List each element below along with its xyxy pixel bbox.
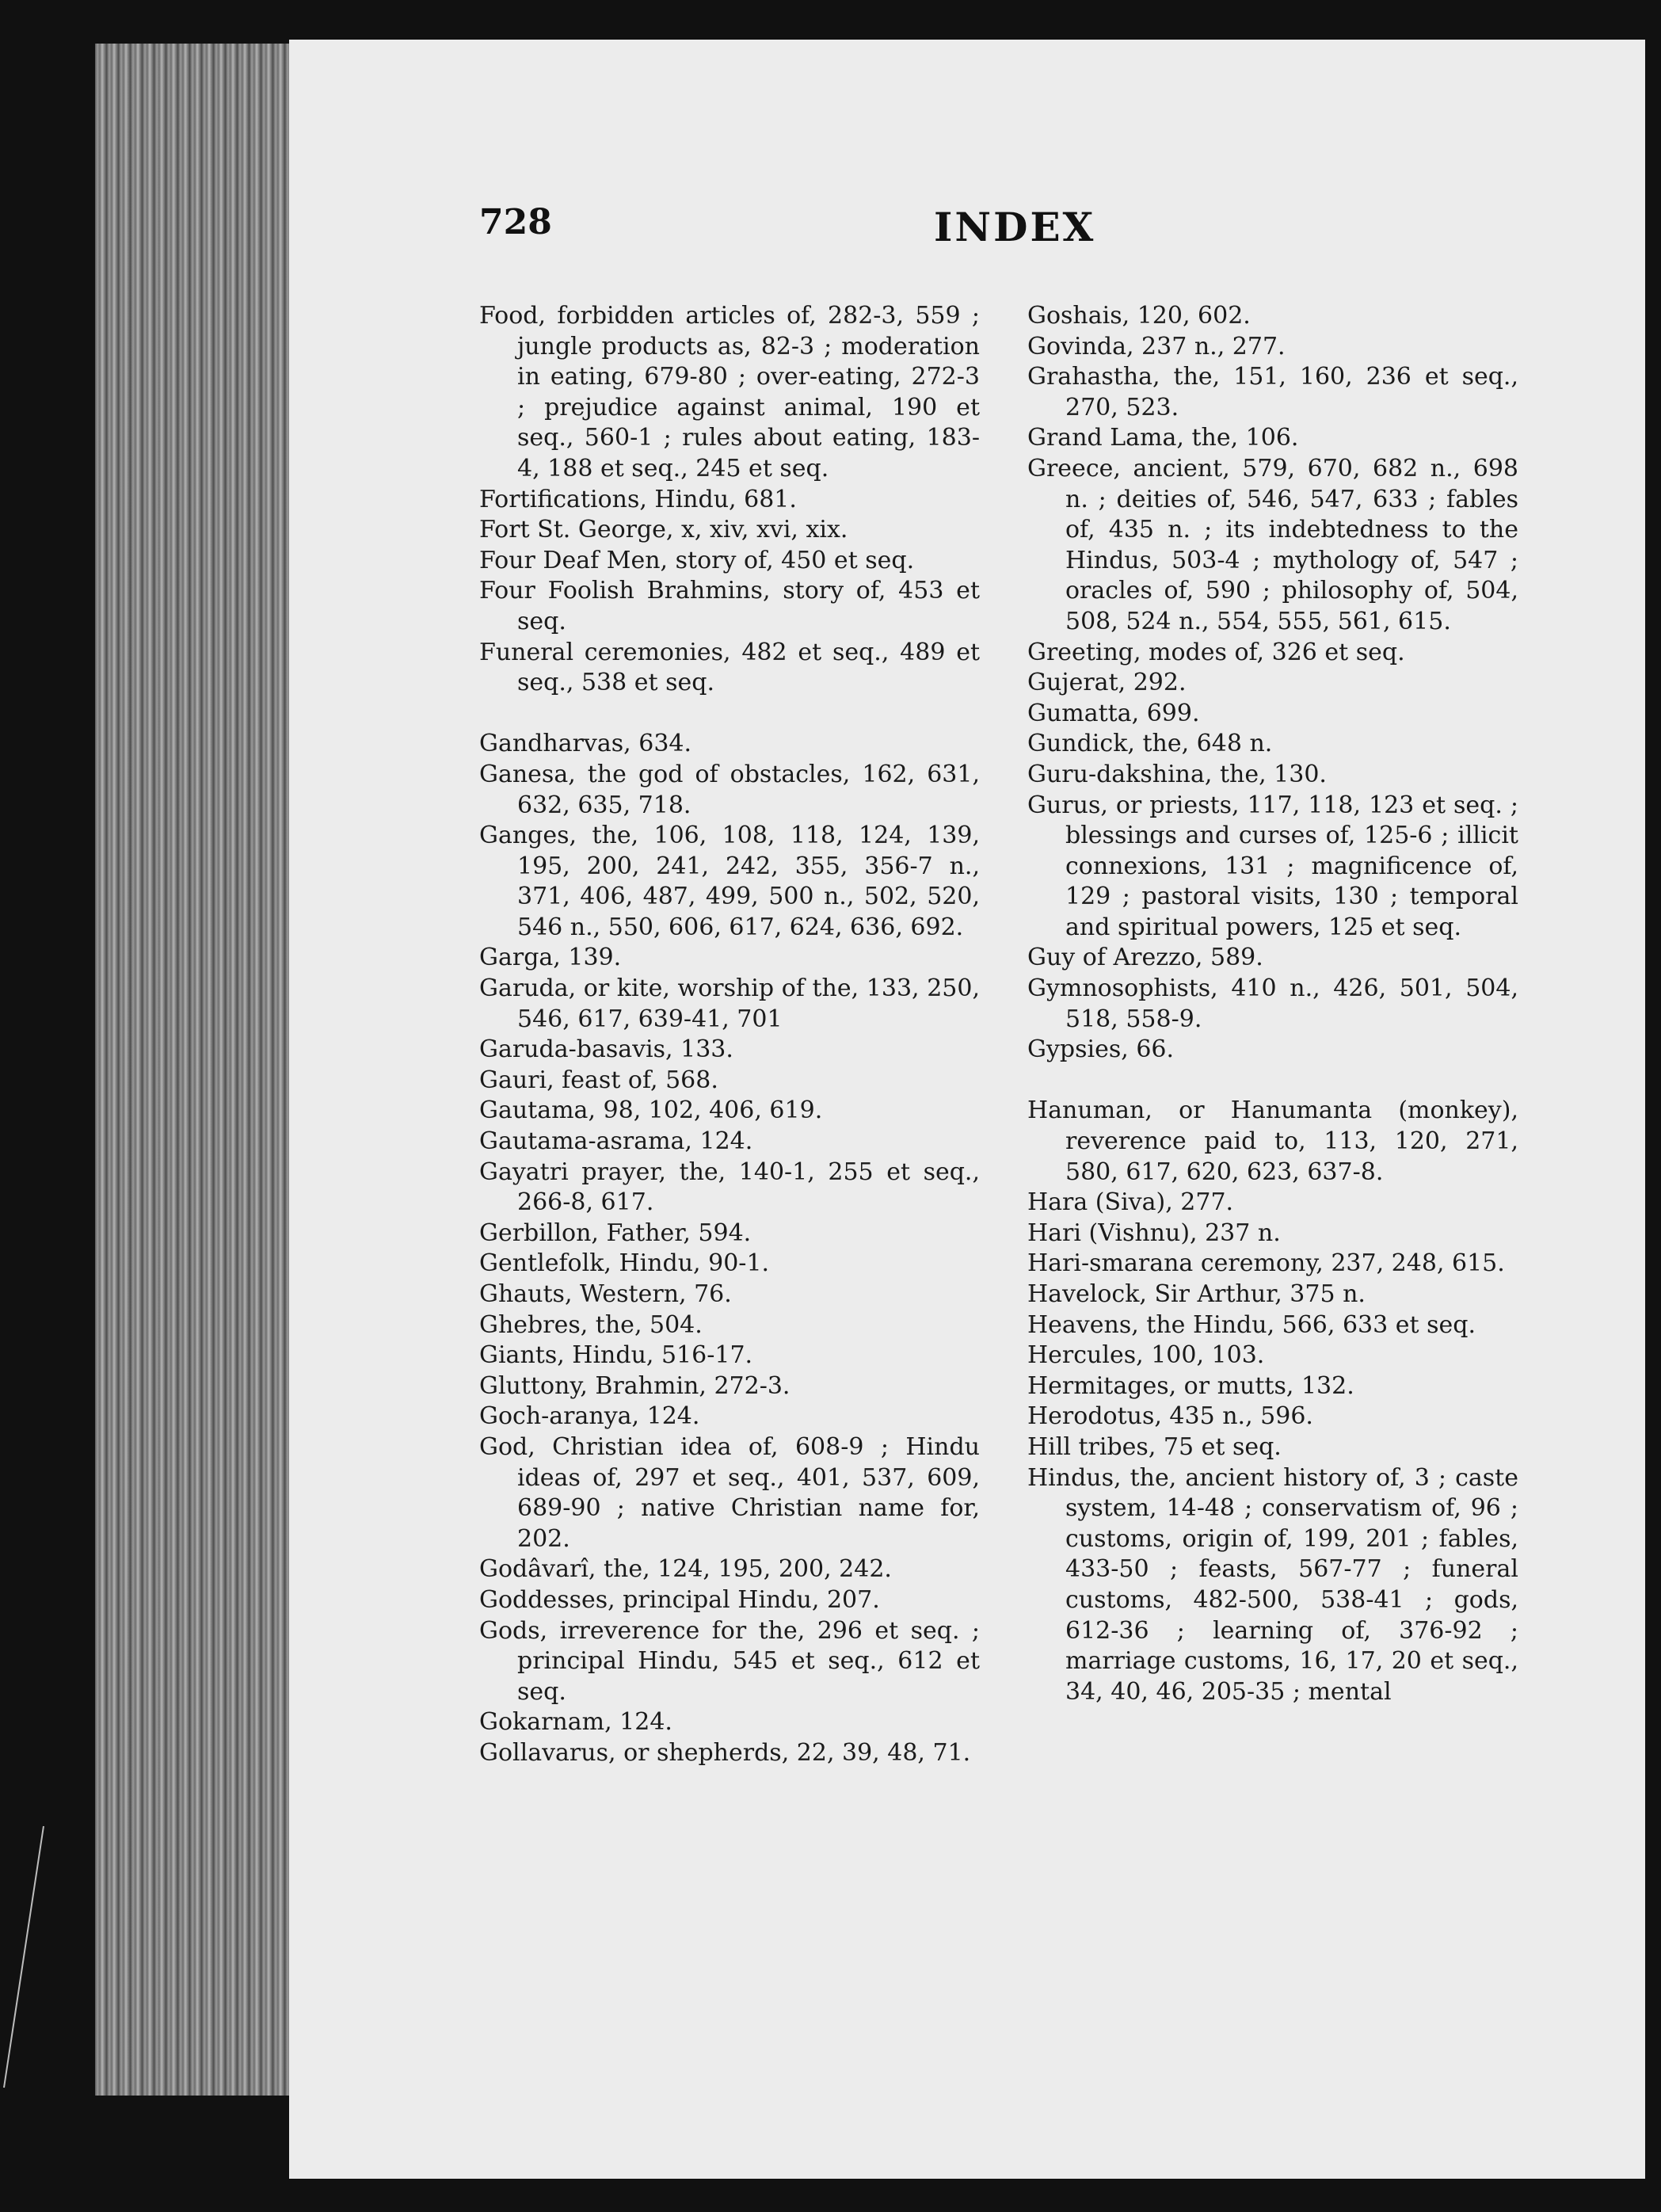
index-entry: Gerbillon, Father, 594.	[479, 1219, 752, 1247]
index-entry: Grahastha, the, 151, 160, 236 et seq., 270, 523.	[1027, 363, 1518, 421]
index-entry: Goch-aranya, 124.	[479, 1402, 700, 1431]
index-entry: Grand Lama, the, 106.	[1027, 424, 1299, 452]
index-entry: Hercules, 100, 103.	[1027, 1341, 1265, 1370]
index-entry: Gauri, feast of, 568.	[479, 1066, 718, 1094]
index-entry: Gypsies, 66.	[1027, 1035, 1175, 1064]
index-entry: Guru-dakshina, the, 130.	[1027, 760, 1327, 788]
index-entry: Heavens, the Hindu, 566, 633 et seq.	[1027, 1310, 1476, 1339]
index-entry: Goshais, 120, 602.	[1027, 302, 1251, 330]
index-entry: Gollavarus, or shepherds, 22, 39, 48, 71.	[479, 1738, 971, 1767]
index-entry: Godâvarî, the, 124, 195, 200, 242.	[479, 1555, 892, 1584]
index-entry: Herodotus, 435 n., 596.	[1027, 1402, 1313, 1431]
book-spine-edge	[95, 44, 291, 2096]
index-entry: Hermitages, or mutts, 132.	[1027, 1371, 1354, 1400]
index-entry: Gayatri prayer, the, 140-1, 255 et seq., 266-8, 617.	[479, 1157, 980, 1217]
index-entry: Hanuman, or Hanumanta (monkey), reverence paid to, 113, 120, 271, 580, 617, 620, 623, 637-8.	[1027, 1096, 1518, 1186]
index-entry: Hari (Vishnu), 237 n.	[1027, 1219, 1281, 1247]
index-entry: Ghauts, Western, 76.	[479, 1280, 732, 1308]
index-entry: Havelock, Sir Arthur, 375 n.	[1027, 1280, 1366, 1308]
index-entry: Giants, Hindu, 516-17.	[479, 1341, 753, 1370]
index-entry: Fort St. George, x, xiv, xvi, xix.	[479, 516, 848, 544]
index-entry: Garuda-basavis, 133.	[479, 1035, 733, 1064]
index-entry: Garga, 139.	[479, 944, 622, 972]
index-entry: Gautama-asrama, 124.	[479, 1127, 753, 1156]
index-entry: Gentlefolk, Hindu, 90-1.	[479, 1249, 770, 1278]
index-column-left	[479, 301, 980, 1769]
page-number: 728	[479, 202, 552, 242]
index-entry: Ganesa, the god of obstacles, 162, 631, 632, 635, 718.	[479, 760, 980, 819]
scan-edge-line	[0, 1822, 48, 2092]
index-entry: Garuda, or kite, worship of the, 133, 250, 546, 617, 639-41, 701	[479, 974, 980, 1033]
index-entry: Gods, irreverence for the, 296 et seq. ; principal Hindu, 545 et seq., 612 et seq.	[479, 1616, 980, 1706]
index-entry: Funeral ceremonies, 482 et seq., 489 et seq., 538 et seq.	[479, 638, 980, 697]
index-entry: Greece, ancient, 579, 670, 682 n., 698 n. ; deities of, 546, 547, 633 ; fables of, 435 n. ; its indebtedness to the Hindus, 503-4 ; mythology of, 547 ; oracles of, 590 ; philosophy of, 504, 508, 524 n., 554, 555, 561, 615.	[1027, 454, 1518, 635]
index-entry: Gluttony, Brahmin, 272-3.	[479, 1371, 790, 1400]
book-page	[289, 40, 1645, 2179]
index-entry: Food, forbidden articles of, 282-3, 559 ; jungle products as, 82-3 ; moderation in eating, 679-80 ; over-eating, 272-3 ; prejudice against animal, 190 et seq., 560-1 ; rules about eating, 183-4, 188 et seq., 245 et seq.	[479, 302, 980, 482]
section-gap	[1027, 1066, 1518, 1096]
index-entry: Ganges, the, 106, 108, 118, 124, 139, 195, 200, 241, 242, 355, 356-7 n., 371, 406, 487, 499, 500 n., 502, 520, 546 n., 550, 606, 617, 624, 636, 692.	[479, 822, 980, 941]
index-entry: Fortifications, Hindu, 681.	[479, 485, 797, 513]
index-entry: Ghebres, the, 504.	[479, 1310, 703, 1339]
index-entry: Hari-smarana ceremony, 237, 248, 615.	[1027, 1249, 1505, 1278]
index-entry: Greeting, modes of, 326 et seq.	[1027, 638, 1405, 666]
page-title: INDEX	[934, 204, 1096, 250]
index-entry: Gymnosophists, 410 n., 426, 501, 504, 518, 558-9.	[1027, 974, 1518, 1033]
index-entry: Govinda, 237 n., 277.	[1027, 332, 1286, 360]
index-entry: Hindus, the, ancient history of, 3 ; caste system, 14-48 ; conservatism of, 96 ; customs, origin of, 199, 201 ; fables, 433-50 ; feasts, 567-77 ; funeral customs, 482-500, 538-41 ; gods, 612-36 ; learning of, 376-92 ; marriage customs, 16, 17, 20 et seq., 34, 40, 46, 205-35 ; mental	[1027, 1463, 1518, 1706]
index-entry: Goddesses, principal Hindu, 207.	[479, 1585, 880, 1614]
index-entry: Four Foolish Brahmins, story of, 453 et seq.	[479, 577, 980, 635]
section-gap	[479, 699, 980, 730]
index-entry: Guy of Arezzo, 589.	[1027, 944, 1263, 972]
index-entry: Four Deaf Men, story of, 450 et seq.	[479, 546, 915, 574]
index-entry: Hill tribes, 75 et seq.	[1027, 1432, 1282, 1461]
index-entry: God, Christian idea of, 608-9 ; Hindu ideas of, 297 et seq., 401, 537, 609, 689-90 ; native Christian name for, 202.	[479, 1432, 980, 1553]
index-entry: Gurus, or priests, 117, 118, 123 et seq. ; blessings and curses of, 125-6 ; illicit connexions, 131 ; magnificence of, 129 ; pastoral visits, 130 ; temporal and spiritual powers, 125 et seq.	[1027, 791, 1518, 941]
index-entry: Gautama, 98, 102, 406, 619.	[479, 1096, 823, 1125]
index-entry: Gumatta, 699.	[1027, 699, 1200, 727]
index-entry: Gokarnam, 124.	[479, 1708, 672, 1737]
index-entry: Gujerat, 292.	[1027, 669, 1187, 697]
index-entry: Gundick, the, 648 n.	[1027, 730, 1273, 758]
index-column-right	[1027, 301, 1518, 1707]
index-entry: Hara (Siva), 277.	[1027, 1188, 1234, 1217]
index-entry: Gandharvas, 634.	[479, 730, 692, 758]
